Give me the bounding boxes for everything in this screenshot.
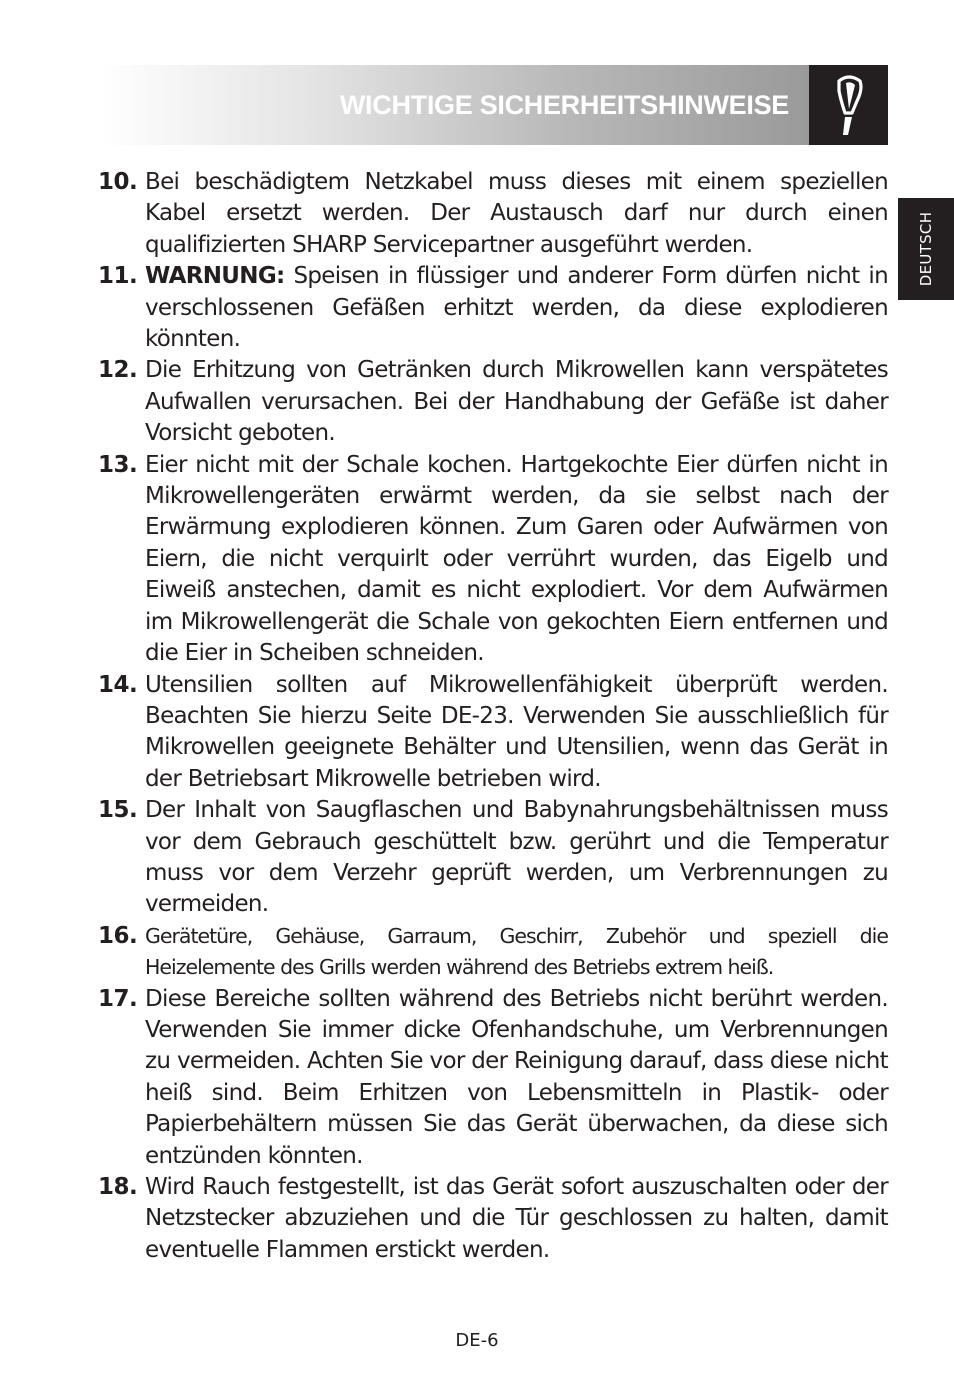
item-number: 12. bbox=[98, 357, 138, 384]
item-text: Gerätetüre, Gehäuse, Garraum, Geschirr, Zubehör und speziell die Heizelemente des Grills werden während des Betriebs extrem heiß. bbox=[145, 923, 888, 980]
item-number: 16. bbox=[98, 922, 138, 949]
item-number: 17. bbox=[98, 985, 138, 1012]
list-item bbox=[98, 167, 888, 261]
item-text: Die Erhitzung von Getränken durch Mikrowellen kann verspätetes Aufwallen verursachen. Bei der Handhabung der Gefäße ist daher Vorsicht geboten. bbox=[145, 357, 888, 447]
item-text: Speisen in flüssiger und anderer Form dürfen nicht in verschlossenen Gefäßen erhitzt werden, da diese explodieren könnten. bbox=[145, 263, 888, 353]
list-item bbox=[98, 450, 888, 670]
list-item bbox=[98, 261, 888, 355]
item-number: 10. bbox=[98, 169, 138, 195]
item-text: Eier nicht mit der Schale kochen. Hartgekochte Eier dürfen nicht in Mikrowellengeräten erwärmt werden, da sie selbst nach der Erwärmung explodieren können. Zum Garen oder Aufwärmen von Eiern, die nicht verquirlt oder verrührt wurden, das Eigelb und Eiweiß anstechen, damit es nicht explodiert. Vor dem Aufwärmen im Mikrowellengerät die Schale von gekochten Eiern entfernen und die Eier in Scheiben schneiden. bbox=[145, 451, 888, 667]
header-icon-box bbox=[809, 65, 888, 145]
safety-instructions-list bbox=[98, 167, 888, 1266]
item-text: Wird Rauch festgestellt, ist das Gerät sofort auszuschalten oder der Netzstecker abzuziehen und die Tür geschlossen zu halten, damit eventuelle Flammen erstickt werden. bbox=[145, 1174, 888, 1263]
list-item bbox=[98, 921, 888, 984]
item-number: 13. bbox=[98, 451, 138, 478]
warning-label: WARNUNG: bbox=[145, 263, 285, 290]
list-item bbox=[98, 355, 888, 449]
list-item bbox=[98, 795, 888, 921]
section-title: WICHTIGE SICHERHEITSHINWEISE bbox=[339, 90, 789, 120]
language-tab bbox=[898, 198, 954, 300]
item-number: 14. bbox=[98, 671, 138, 698]
section-header bbox=[99, 65, 809, 145]
item-number: 11. bbox=[98, 263, 138, 290]
item-text: Diese Bereiche sollten während des Betriebs nicht berührt werden. Verwenden Sie immer dicke Ofenhandschuhe, um Verbrennungen zu vermeiden. Achten Sie vor der Reinigung darauf, dass diese nicht heiß sind. Beim Erhitzen von Lebensmitteln in Plastik- oder Papierbehältern müssen Sie das Gerät überwachen, da diese sich entzünden könnten. bbox=[145, 985, 888, 1169]
page-number: DE-6 bbox=[455, 1330, 499, 1351]
item-number: 18. bbox=[98, 1174, 138, 1200]
item-text: Bei beschädigtem Netzkabel muss dieses mit einem speziellen Kabel ersetzt werden. Der Austausch darf nur durch einen qualifizierten SHARP Servicepartner ausgeführt werden. bbox=[145, 169, 888, 258]
list-item bbox=[98, 670, 888, 796]
exclamation-icon bbox=[833, 75, 865, 137]
list-item bbox=[98, 1172, 888, 1266]
list-item bbox=[98, 984, 888, 1172]
item-number: 15. bbox=[98, 797, 138, 824]
item-text: Der Inhalt von Saugflaschen und Babynahrungsbehältnissen muss vor dem Gebrauch geschüttelt bzw. gerührt und die Temperatur muss vor dem Verzehr geprüft werden, um Verbrennungen zu vermeiden. bbox=[145, 797, 888, 918]
item-text: Utensilien sollten auf Mikrowellenfähigkeit überprüft werden. Beachten Sie hierzu Seite DE-23. Verwenden Sie ausschließlich für Mikrowellen geeignete Behälter und Utensilien, wenn das Gerät in der Betriebsart Mikrowelle betrieben wird. bbox=[145, 671, 888, 792]
language-tab-label: DEUTSCH bbox=[917, 211, 935, 287]
